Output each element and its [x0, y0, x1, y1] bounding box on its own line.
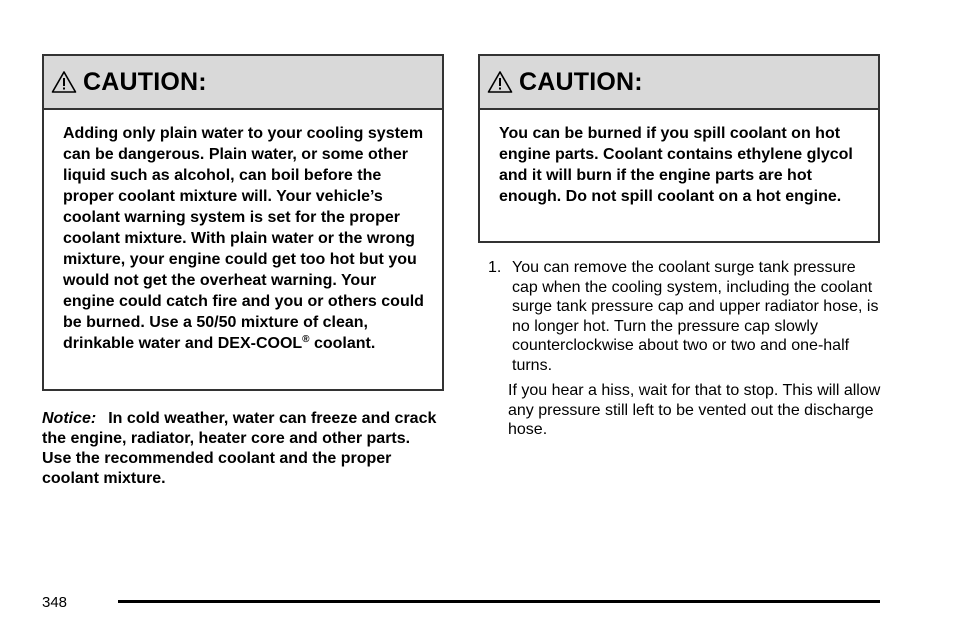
caution-header — [480, 56, 878, 110]
warning-triangle-icon — [51, 70, 77, 94]
warning-triangle-icon — [487, 70, 513, 94]
caution-header — [44, 56, 442, 110]
step-number: 1. — [488, 259, 502, 276]
caution-text-end: coolant. — [309, 335, 376, 352]
registered-mark: ® — [302, 334, 310, 345]
step-item — [488, 258, 888, 375]
caution-title: CAUTION: — [519, 67, 643, 96]
footer-rule — [118, 600, 880, 603]
step-text: You can remove the coolant surge tank pressure cap when the cooling system, including the coolant surge tank pressure cap and upper radiator hose, is no longer hot. Turn the pressure cap slowly counterclockwise about two or two and one-half turns. — [512, 259, 879, 374]
caution-text: You can be burned if you spill coolant on hot engine parts. Coolant contains ethylene glycol and it will burn if the engine parts are hot enough. Do not spill coolant on a hot engine. — [499, 125, 853, 205]
caution-box-hot-coolant — [478, 54, 880, 243]
page-number: 348 — [42, 594, 68, 611]
step-followup-text: If you hear a hiss, wait for that to stop. This will allow any pressure still left to be vented out the discharge hose. — [508, 382, 881, 438]
caution-title: CAUTION: — [83, 67, 207, 96]
caution-text — [44, 110, 442, 354]
notice-paragraph — [42, 409, 442, 489]
notice-label: Notice: — [42, 410, 97, 427]
caution-box-coolant-mixture — [42, 54, 444, 391]
notice-text: In cold weather, water can freeze and crack the engine, radiator, heater core and other parts. Use the recommended coolant and the proper coolant mixture. — [42, 410, 437, 487]
procedure-steps — [488, 258, 888, 440]
caution-text-main: Adding only plain water to your cooling system can be dangerous. Plain water, or some other liquid such as alcohol, can boil before the proper coolant mixture will. Your vehicle’s coolant warning system is set for the proper coolant mixture. With plain water or the wrong mixture, your engine could get too hot but you would not get the overheat warning. Your engine could catch fire and you or others could be burned. Use a 50/50 mixture of clean, drinkable water and DEX-COOL — [63, 125, 424, 352]
